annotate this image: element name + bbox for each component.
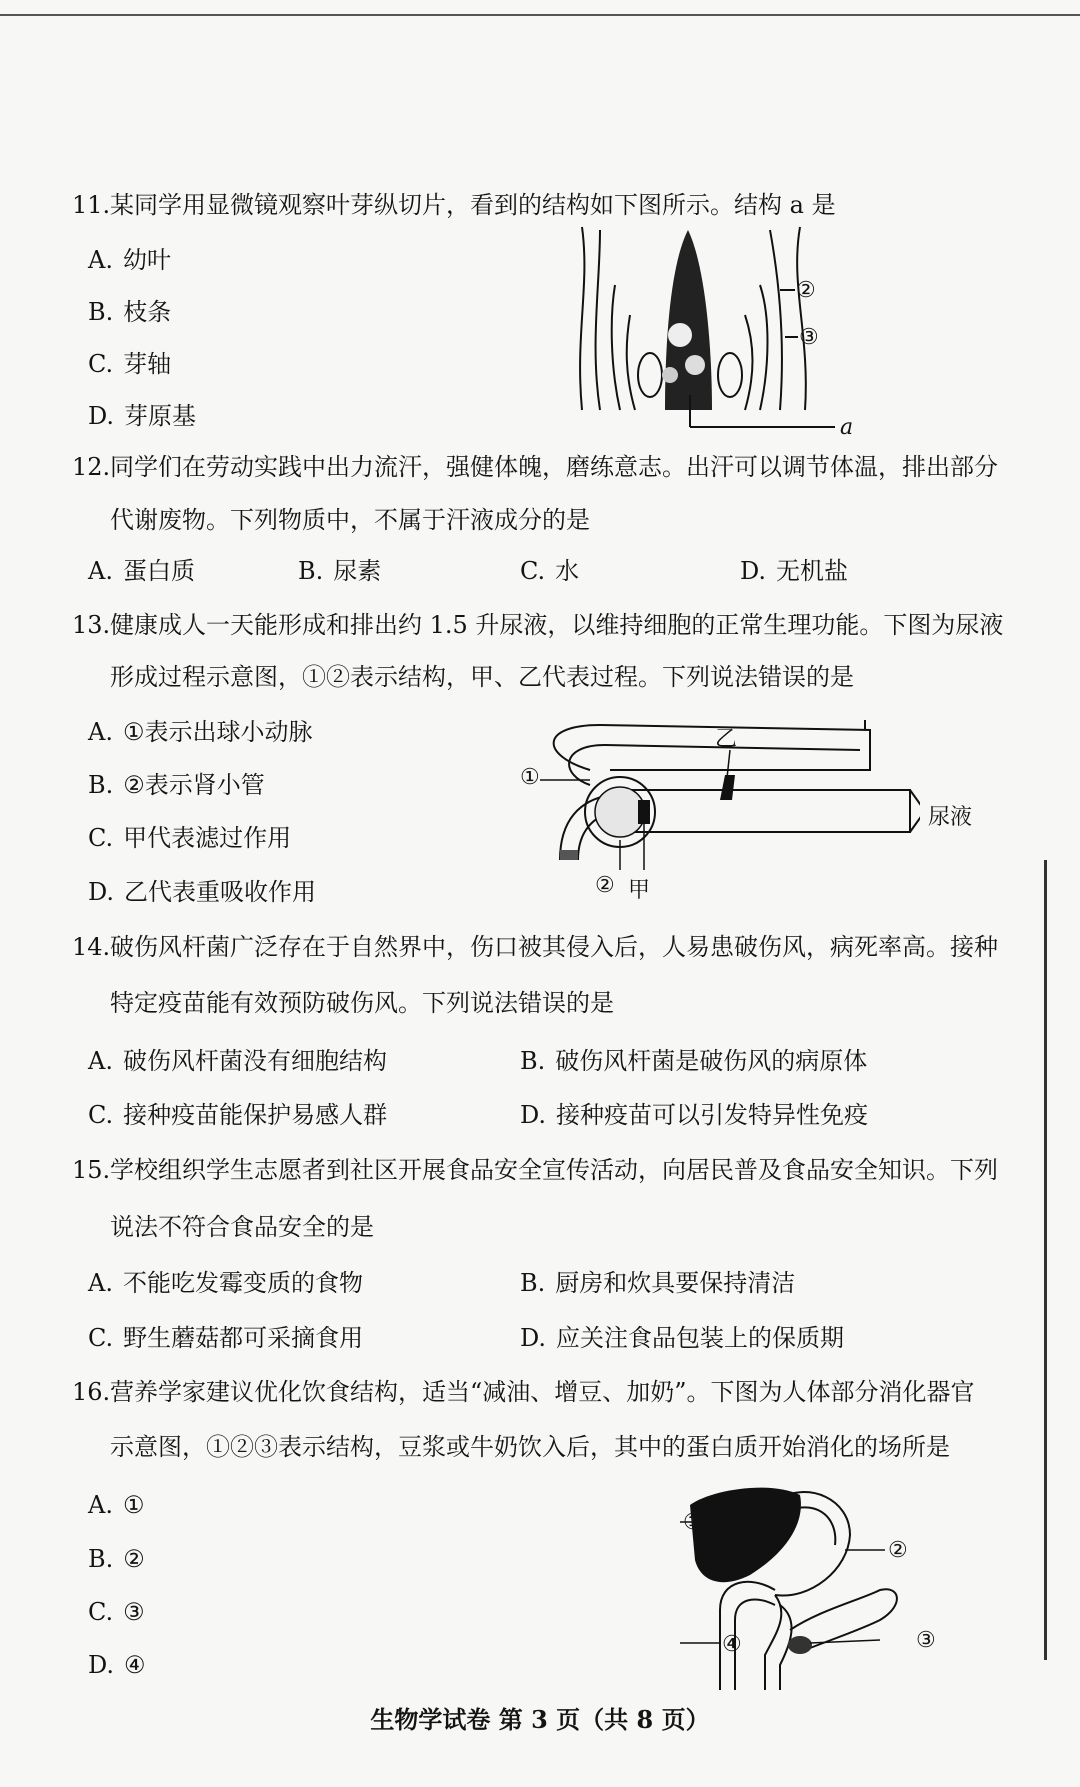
q13-option-b: B. ②表示肾小管	[88, 771, 265, 799]
q12-option-a: A. 蛋白质	[88, 557, 195, 585]
question-12-stem-line1: 12.同学们在劳动实践中出力流汗，强健体魄，磨练意志。出汗可以调节体温，排出部分	[72, 453, 998, 481]
q15-option-c: C. 野生蘑菇都可采摘食用	[88, 1324, 364, 1352]
q16-option-a: A. ①	[88, 1491, 145, 1519]
q12-option-c: C. 水	[520, 557, 580, 585]
q13-option-a: A. ①表示出球小动脉	[88, 718, 313, 746]
digestive-organs-figure	[680, 1480, 960, 1690]
q13-label-1: ①	[520, 765, 540, 790]
q11-label-3: ③	[799, 325, 819, 350]
question-15-stem-line1: 15.学校组织学生志愿者到社区开展食品安全宣传活动，向居民普及食品安全知识。下列	[72, 1156, 998, 1184]
q14-option-b: B. 破伤风杆菌是破伤风的病原体	[520, 1047, 868, 1075]
q15-option-a: A. 不能吃发霉变质的食物	[88, 1269, 363, 1297]
q11-option-b: B. 枝条	[88, 298, 172, 326]
q11-option-a: A. 幼叶	[88, 246, 171, 274]
q14-option-c: C. 接种疫苗能保护易感人群	[88, 1101, 388, 1129]
q13-option-d: D. 乙代表重吸收作用	[88, 878, 317, 906]
q13-label-urine: 尿液	[928, 805, 973, 830]
q11-option-c: C. 芽轴	[88, 350, 172, 378]
q13-option-c: C. 甲代表滤过作用	[88, 824, 292, 852]
q16-label-4: ④	[722, 1632, 742, 1657]
question-15-stem-line2: 说法不符合食品安全的是	[110, 1213, 374, 1241]
question-12-stem-line2: 代谢废物。下列物质中，不属于汗液成分的是	[110, 506, 590, 534]
question-13-stem-line1: 13.健康成人一天能形成和排出约 1.5 升尿液，以维持细胞的正常生理功能。下图为尿液	[72, 611, 1004, 639]
question-13-stem-line2: 形成过程示意图，①②表示结构，甲、乙代表过程。下列说法错误的是	[110, 663, 854, 691]
page-edge-line	[0, 14, 1080, 16]
q11-label-a: a	[840, 415, 854, 440]
scan-edge-shadow	[1044, 860, 1047, 1660]
q15-option-b: B. 厨房和炊具要保持清洁	[520, 1269, 796, 1297]
question-16-stem-line2: 示意图，①②③表示结构，豆浆或牛奶饮入后，其中的蛋白质开始消化的场所是	[110, 1433, 950, 1461]
q16-label-3: ③	[916, 1628, 936, 1653]
q16-option-d: D. ④	[88, 1651, 146, 1679]
question-14-stem-line2: 特定疫苗能有效预防破伤风。下列说法错误的是	[110, 989, 614, 1017]
question-14-stem-line1: 14.破伤风杆菌广泛存在于自然界中，伤口被其侵入后，人易患破伤风，病死率高。接种	[72, 933, 998, 961]
q14-option-a: A. 破伤风杆菌没有细胞结构	[88, 1047, 387, 1075]
q12-option-d: D. 无机盐	[740, 557, 849, 585]
q12-option-b: B. 尿素	[298, 557, 382, 585]
q11-label-2: ②	[796, 278, 816, 303]
q11-option-d: D. 芽原基	[88, 402, 197, 430]
q16-option-b: B. ②	[88, 1545, 145, 1573]
q16-label-1: ①	[683, 1510, 703, 1535]
q13-label-yi: 乙	[715, 727, 738, 752]
question-11-stem: 11.某同学用显微镜观察叶芽纵切片，看到的结构如下图所示。结构 a 是	[72, 191, 836, 219]
q15-option-d: D. 应关注食品包装上的保质期	[520, 1324, 845, 1352]
q13-label-2: ②	[595, 873, 615, 898]
page-footer: 生物学试卷 第 3 页（共 8 页）	[370, 1705, 710, 1734]
leaf-bud-section-figure	[570, 225, 870, 435]
q13-label-jia: 甲	[628, 878, 651, 903]
question-16-stem-line1: 16.营养学家建议优化饮食结构，适当“减油、增豆、加奶”。下图为人体部分消化器官	[72, 1378, 975, 1406]
q14-option-d: D. 接种疫苗可以引发特异性免疫	[520, 1101, 869, 1129]
q16-option-c: C. ③	[88, 1598, 145, 1626]
q16-label-2: ②	[888, 1538, 908, 1563]
